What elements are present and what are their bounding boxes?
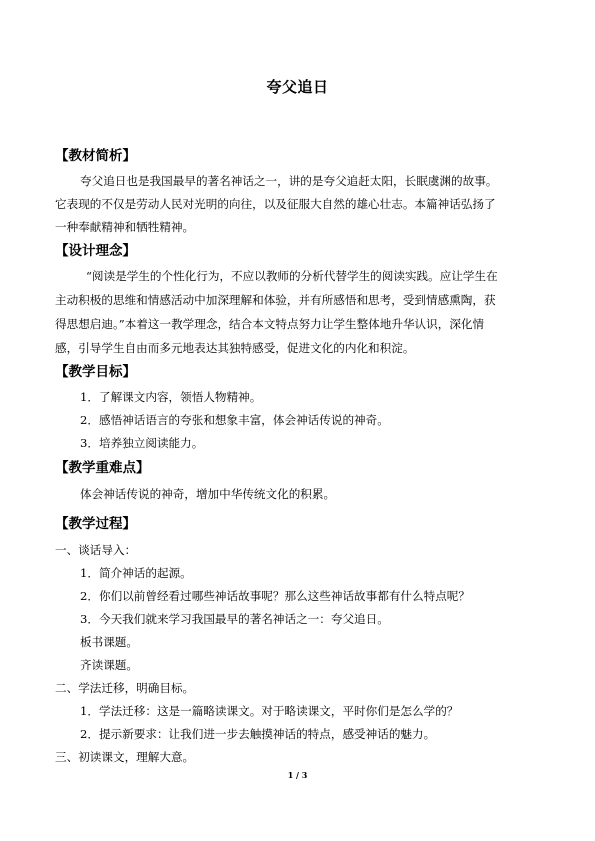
process-item: 板书课题。 (80, 635, 138, 649)
paragraph-line: 它表现的不仅是劳动人民对光明的向往，以及征服大自然的雄心壮志。本篇神话弘扬了 (55, 197, 496, 211)
paragraph-line: 感，引导学生自由而多元地表达其独特感受，促进文化的内化和积淀。 (55, 341, 415, 355)
paragraph-line: 夸父追日也是我国最早的著名神话之一，讲的是夸父追赶太阳，长眠虞渊的故事。 (80, 174, 498, 188)
section-heading-goals: 【教学目标】 (55, 364, 136, 380)
process-item: 2．你们以前曾经看过哪些神话故事呢？那么这些神话故事都有什么特点呢？ (80, 589, 470, 603)
process-step: 二、学法迁移，明确目标。 (55, 681, 195, 695)
process-item: 齐读课题。 (80, 658, 138, 672)
goal-item: 1．了解课文内容，领悟人物精神。 (80, 390, 262, 404)
section-heading-key-points: 【教学重难点】 (55, 460, 150, 476)
paragraph-line: 体会神话传说的神奇，增加中华传统文化的积累。 (80, 487, 336, 501)
paragraph-line: 一种奉献精神和牺牲精神。 (55, 220, 195, 234)
paragraph-line: 主动积极的思维和情感活动中加深理解和体验，并有所感悟和思考，受到情感熏陶，获 (55, 293, 496, 307)
section-heading-process: 【教学过程】 (55, 516, 136, 532)
process-item: 3．今天我们就来学习我国最早的著名神话之一：夸父追日。 (80, 612, 389, 626)
section-heading-analysis: 【教材简析】 (55, 148, 136, 164)
process-item: 1．简介神话的起源。 (80, 566, 192, 580)
paragraph-line: “阅读是学生的个性化行为，不应以教师的分析代替学生的阅读实践。应让学生在 (86, 269, 498, 283)
section-heading-concept: 【设计理念】 (55, 243, 136, 259)
goal-item: 3．培养独立阅读能力。 (80, 436, 204, 450)
process-item: 2．提示新要求：让我们进一步去触摸神话的特点，感受神话的魅力。 (80, 727, 436, 741)
paragraph-line: 得思想启迪。”本着这一教学理念，结合本文特点努力让学生整体地升华认识，深化情 (55, 317, 485, 331)
document-title: 夸父追日 (266, 78, 329, 96)
process-item: 1．学法迁移：这是一篇略读课文。对于略读课文，平时你们是怎么学的？ (80, 704, 459, 718)
process-step: 一、谈话导入： (55, 543, 137, 557)
process-step: 三、初读课文，理解大意。 (55, 750, 195, 764)
page-number: 1 / 3 (287, 770, 308, 780)
goal-item: 2．感悟神话语言的夸张和想象丰富，体会神话传说的神奇。 (80, 413, 389, 427)
